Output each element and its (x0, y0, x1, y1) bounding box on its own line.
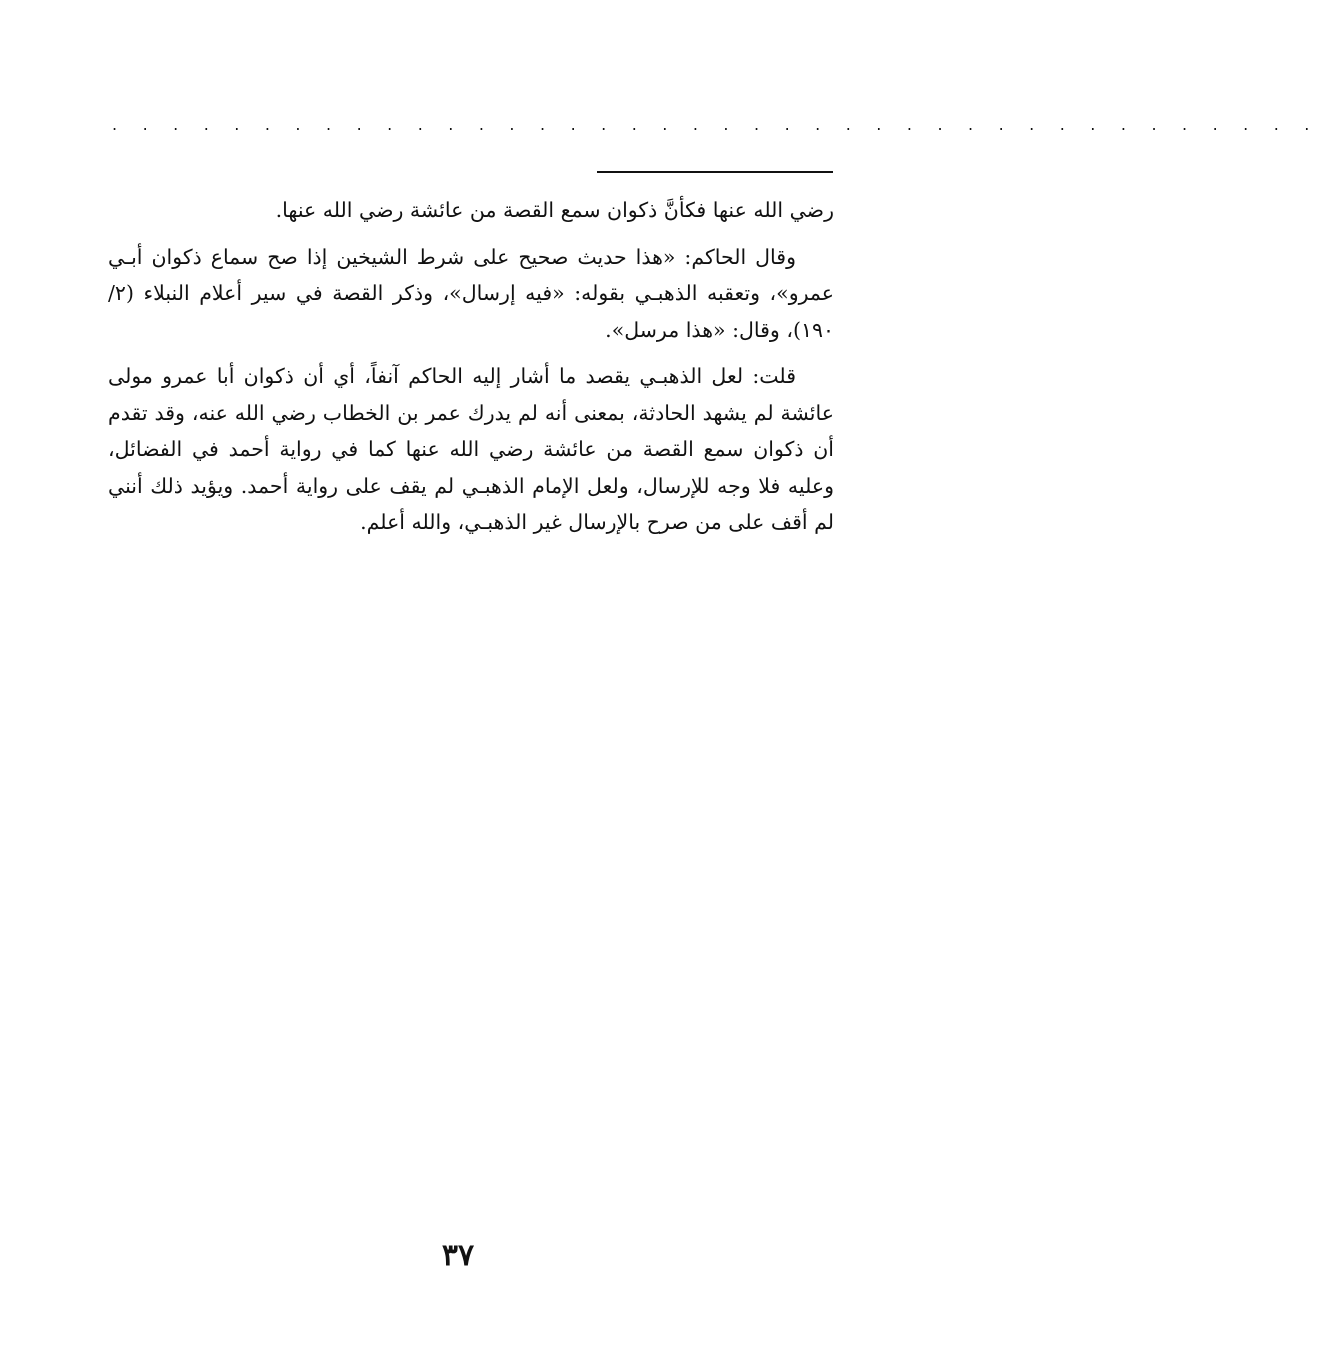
paragraph-continuation: رضي الله عنها فكأنَّ ذكوان سمع القصة من عائشة رضي الله عنها. (275, 198, 834, 222)
footnote-text (108, 192, 834, 551)
footnote-rule (597, 171, 833, 173)
paragraph-hakim: وقال الحاكم: «هذا حديث صحيح على شرط الشيخين إذا صح سماع ذكوان أبـي عمرو»، وتعقبه الذهبـي بقوله: «فيه إرسال»، وذكر القصة في سير أعلام النبلاء (٢/ ١٩٠)، وقال: «هذا مرسل». (108, 244, 834, 342)
dotted-separator: . . . . . . . . . . . . . . . . . . . . . . . . . . . . . . . . . . . . . . . . (112, 115, 1320, 134)
paragraph-comment: قلت: لعل الذهبـي يقصد ما أشار إليه الحاكم آنفاً، أي أن ذكوان أبا عمرو مولى عائشة لم يشهد الحادثة، بمعنى أنه لم يدرك عمر بن الخطاب رضي الله عنه، وقد تقدم أن ذكوان سمع القصة من عائشة رضي الله عنها كما في رواية أحمد في الفضائل، وعليه فلا وجه للإرسال، ولعل الإمام الذهبـي لم يقف على رواية أحمد. ويؤيد ذلك أنني لم أقف على من صرح بالإرسال غير الذهبـي، والله أعلم. (108, 364, 834, 534)
page-number: ٣٧ (441, 1238, 475, 1273)
